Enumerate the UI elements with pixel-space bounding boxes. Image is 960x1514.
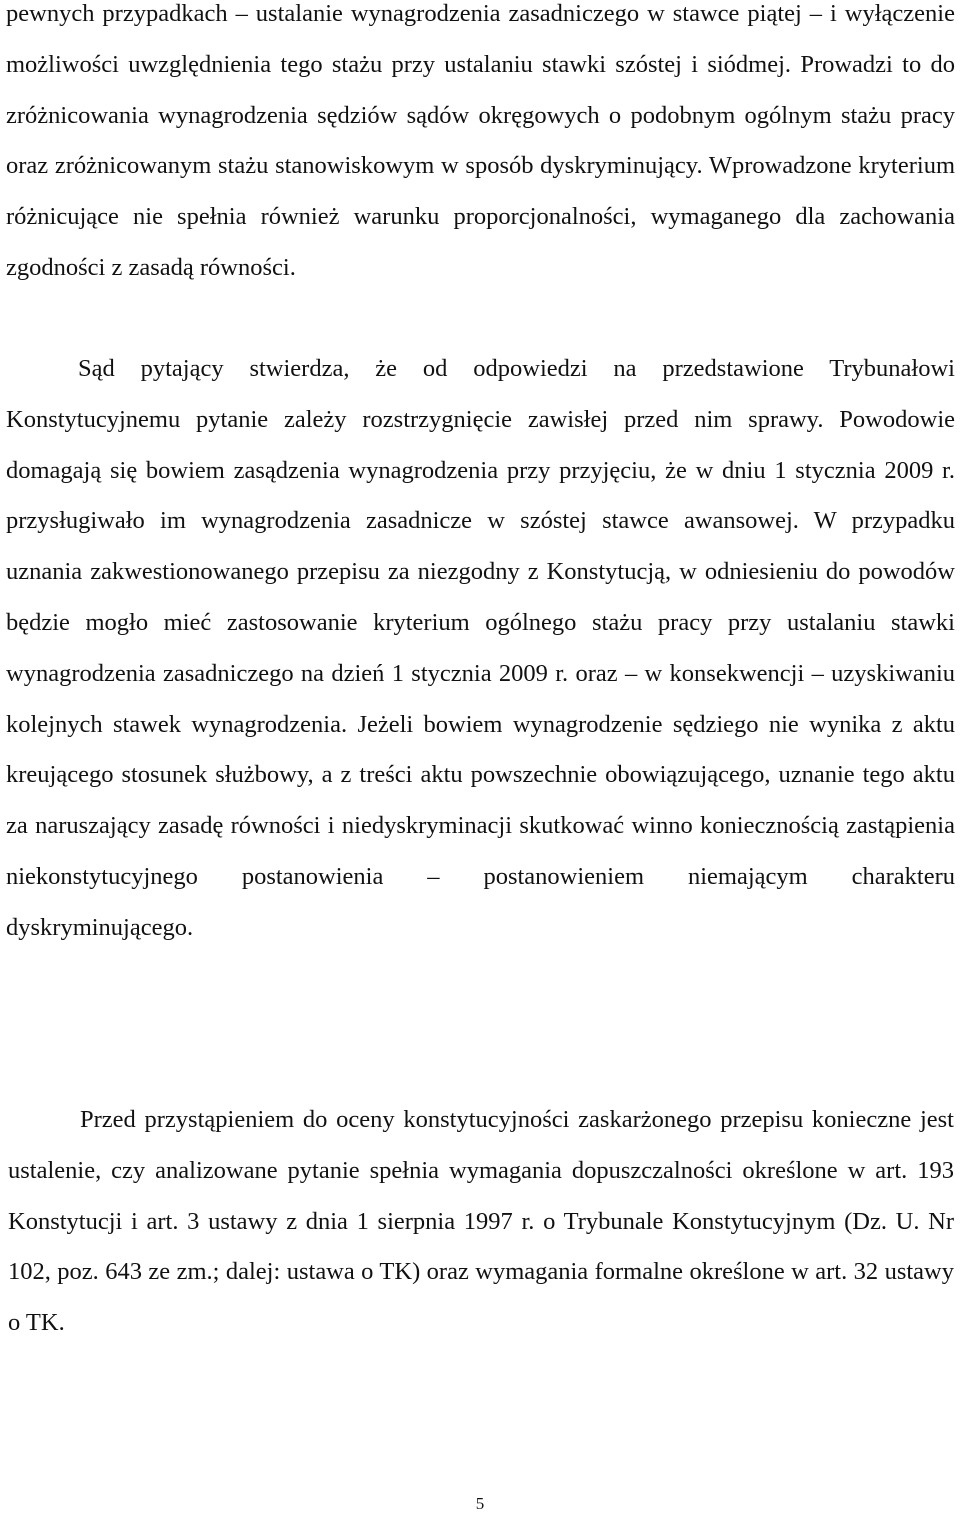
paragraph-admissibility: Przed przystąpieniem do oceny konstytucyjności zaskarżonego przepisu konieczne jest ustalenie, czy analizowane pytanie spełnia wymagania dopuszczalności określone w art. 193 Konstytucji i art. 3 ustawy z dnia 1 sierpnia 1997 r. o Trybunale Konstytucyjnym (Dz. U. Nr 102, poz. 643 ze zm.; dalej: ustawa o TK) oraz wymagania formalne określone w art. 32 ustawy o TK. [8, 1106, 954, 1337]
paragraph-continuation: pewnych przypadkach – ustalanie wynagrodzenia zasadniczego w stawce piątej – i wyłączenie możliwości uwzględnienia tego stażu przy ustalaniu stawki szóstej i siódmej. Prowadzi to do zróżnicowania wynagrodzenia sędziów sądów okręgowych o podobnym ogólnym stażu pracy oraz zróżnicowanym stażu stanowiskowym w sposób dyskryminujący. Wprowadzone kryterium różnicujące nie spełnia również warunku proporcjonalności, wymaganego dla zachowania zgodności z zasadą równości. [6, 0, 955, 281]
paragraph-court-statement: Sąd pytający stwierdza, że od odpowiedzi na przedstawione Trybunałowi Konstytucyjnemu pytanie zależy rozstrzygnięcie zawisłej przed nim sprawy. Powodowie domagają się bowiem zasądzenia wynagrodzenia przy przyjęciu, że w dniu 1 stycznia 2009 r. przysługiwało im wynagrodzenia zasadnicze w szóstej stawce awansowej. W przypadku uznania zakwestionowanego przepisu za niezgodny z Konstytucją, w odniesieniu do powodów będzie mogło mieć zastosowanie kryterium ogólnego stażu pracy przy ustalaniu stawki wynagrodzenia zasadniczego na dzień 1 stycznia 2009 r. oraz – w konsekwencji – uzyskiwaniu kolejnych stawek wynagrodzenia. Jeżeli bowiem wynagrodzenie sędziego nie wynika z aktu kreującego stosunek służbowy, a z treści aktu powszechnie obowiązującego, uznanie tego aktu za naruszający zasadę równości i niedyskryminacji skutkować winno koniecznością zastąpienia niekonstytucyjnego postanowienia – postanowieniem niemającym charakteru dyskryminującego. [6, 355, 955, 941]
page-number: 5 [475, 1494, 485, 1513]
